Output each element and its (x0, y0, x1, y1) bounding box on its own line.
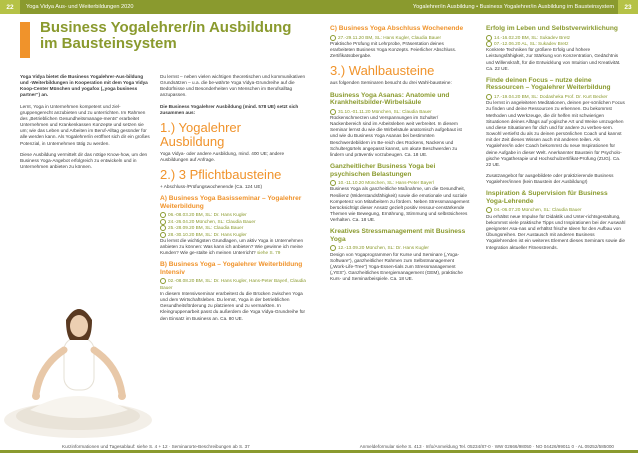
calendar-icon (486, 35, 492, 41)
module-heading: Business Yoga Asanas: Anatomie und Krankheitsbilder-Wirbelsäule (330, 91, 450, 107)
page-header (0, 0, 638, 14)
paragraph: Du erhältst neue Impulse für Didaktik und Unter-richtsgestaltung, bekommst viele praktische Tipps und Inspirationen bei der Auswahl geeigneter Asa-nas und erhältst frische Ideen für den Aufbau von Übungsreihen. Der Austausch mit anderen Business Yogalehrenden ist ein weiteres Element dieses Seminars sowie die Integration aktueller Fitnesstrends. (486, 213, 626, 250)
calendar-icon (330, 109, 336, 115)
paragraph (160, 238, 308, 256)
paragraph: Die Business Yogalehrer Ausbildung (mind. 578 UE) setzt sich zusammen aus: (160, 103, 299, 115)
module-heading: Finde deinen Focus – nutze deine Ressourcen – Yogalehrer Weiterbildung (486, 76, 611, 92)
footer-right-text: Anmeldeformular siehe S. 413 · Info/Anmeldung Tel. 05234/87-0 · WW 02666/98050 · NO 04426/99011 0 · AL 09252/585000 (359, 444, 614, 449)
column-3 (330, 20, 470, 288)
paragraph: Design von Yogaprogrammen für Kurse und Seminare („Yoga-Software“), ganzheitlicher Rahmen zum Selbstmanagement („Work-Life-Tree“) Yoga-Essen-tials zum Stressmanagement („YES“). Ganzheitliches Energiemanagement (GEM), praktische Kurs- und Seminarbeispiele. Ca. 18 UE. (330, 251, 463, 282)
module-heading: C) Business Yoga Abschluss Wochenende (330, 25, 464, 32)
page-footer (0, 442, 638, 453)
date-text: 02.-08.08.20 BM, SL: Dr. Hans Kugler, Hans-Peter Bayerl, Claudia Bauer (160, 278, 306, 290)
date-text: 28.-30.10.20 BM, SL: Dr. Hans Kugler (168, 231, 247, 237)
header-right-title: Yogalehrer/in Ausbildung • Business Yogalehrer/in Ausbildung im Bausteinsystem (412, 4, 614, 10)
paragraph: Yoga Vidya- oder andere Ausbildung, mind. 400 UE; andere Ausbildungen auf Anfrage. (160, 150, 285, 163)
column-4 (486, 20, 626, 256)
footer-left-text: Kurzinformationen und Tagesablauf: siehe S. 4 + 12 · Seminarorte-Beschreibungen ab S. 37 (62, 444, 250, 449)
page-number-right: 23 (618, 0, 638, 14)
date-text: 14.-16.02.20 BM, SL: Sukadev Bretz (494, 34, 571, 40)
paragraph: In diesem Intensivseminar erarbeitest du die Brücken zwischen Yoga und dem Wirtschaftsleben. Du lernst, Yoga in der betrieblichen Gesundheitsförderung zu platzieren und zu vermarkten. In Kleingruppenarbeit passt du außerdem die Yoga Vidya-Grundreihe für den Einsatz im Business an. Ca. 80 UE. (160, 290, 306, 321)
title-accent-bar (20, 22, 30, 58)
paragraph: Du lernst – neben vielen wichtigen theoretischen und kommunikativen Grundsätzen – u.a. die be-währte Yoga Vidya-Grundreihe auf die Bedürfnisse und Besonderheiten von Menschen im Berufsalltag anzupassen. (160, 74, 306, 98)
calendar-icon (486, 94, 492, 100)
paragraph: Lernt, Yoga in Unternehmen kompetent und ziel-gruppengerecht anzubieten und zu unterrichten. Im Rahmen des „Betrieblichen Gesundheitsmanage-ments“ erarbeitet Unternehmen und Krankenkassen Konzepte und setzen sie um; wie das Leben und Arbeiten im Beruf-Alltag gesünder für alle werden kann. Als Yogalehrer/in eröffnet sich dir ein großes Potenzial, in Unternehmen tätig zu werden. (20, 103, 150, 146)
column-1 (20, 74, 150, 175)
date-text: 31.10.-01.11.20 München, SL: Claudia Bauer (338, 108, 432, 114)
date-text: 25.-28.09.20 BM, SL: Claudia Bauer (168, 225, 244, 231)
paragraph: Business Yoga als ganzheitliche Maßnahme, um die Gesundheit, Resilienz (Widerstandsfähigkeit) sowie die emotionale und soziale Kompetenz von Mitarbeitern zu fördern. Neben Stressmanagement berücksichtigt dieser Ansatz gezielt positiv ressour-censtärkende Themen wie Bewegung, Ernährung, Stimmung und selbstsicheres Verhalten. Ca. 18 UE. (330, 186, 470, 223)
section-heading: 1.) Yogalehrer Ausbildung (160, 119, 241, 149)
page-number-left: 22 (0, 0, 20, 14)
date-text: 06.-08.03.20 BM, SL: Dr. Hans Kugler (168, 212, 247, 218)
calendar-icon (330, 245, 336, 251)
paragraph: Diese Ausbildung vermittelt dir das nötige Know-how, um den Business Yoga-Angebot erfolgreich zu entwickeln und in Unternehmen anbieten zu können. (20, 151, 148, 170)
paragraph: Konkrete Techniken für größere Erfolg und höhere Leistungsfähigkeit, zur Stärkung von Konzentration, Gedächtnis und Willenskraft, für die Entwicklung von Intuition und Kreativität. Ca. 22 UE. (486, 47, 621, 71)
calendar-icon (160, 225, 166, 231)
calendar-icon (330, 180, 336, 186)
calendar-icon (160, 232, 166, 238)
yoga-meditation-photo (0, 270, 160, 442)
calendar-icon (486, 207, 492, 213)
module-heading: Ganzheitlicher Business Yoga bei psychischen Belastungen (330, 163, 436, 178)
calendar-icon (486, 41, 492, 47)
paragraph: + Abschluss-/Prüfungswochenende (Ca. 124 UE) (160, 184, 263, 190)
calendar-icon (160, 278, 166, 284)
paragraph: aus folgenden Seminaren besucht du drei Wahl-bausteine: (330, 80, 452, 86)
date-text: 12.-13.09.20 München, SL: Dr. Hans Kugler (338, 245, 429, 251)
column-2 (160, 74, 308, 327)
section-heading: 3.) Wahlbausteine (330, 63, 435, 79)
header-left-title: Yoga Vidya Aus- und Weiterbildungen 2020 (26, 4, 134, 10)
date-line (160, 278, 308, 291)
module-text: Du lernst die wichtigsten Grundlagen, um aktiv Yoga in Unternehmen anbieten zu können: Was kann ich anbieten? Wie gewinne ich meine Kunden? Wie ge-stalte ich meinen Unterricht? (160, 237, 304, 256)
module-heading: B) Business Yoga – Yogalehrer Weiterbildung Intensiv (160, 261, 303, 276)
intro-text: Yoga Vidya bietet die Business Yogalehrer-Aus-bildung und -Weiterbildungen in Kooperation mit dem Yoga Vidya Koop-Center München und yogafox („yoga business partner“) an. (20, 74, 148, 98)
date-text: 17.-19.04.20 BM, SL: Dodasheka Prof. Dr. Kurt Becker (494, 94, 608, 100)
paragraph: Praktische Prüfung mit Lehrprobe, Präsentation deines erarbeiteten Business Yoga Konzepts. Feierlicher Abschluss. Zertifikatsübergabe. (330, 40, 457, 59)
module-heading: Erfolg im Leben und Selbstverwirklichung (486, 25, 618, 32)
paragraph: Zusatzangebot für ausgebildete oder praktizierende Business Yogalehrer/innen (kein Baustein der Ausbildung!) (486, 173, 614, 185)
module-heading: Inspiration & Supervision für Business Yoga-Lehrende (486, 190, 608, 205)
paragraph: Du lernst in angeleiteten Meditationen, deinen per-sönlichen Focus zu finden und deine Ressourcen zu erkennen. Du bekommst Methoden und Werkzeuge, die dir helfen mit schwierigen Situationen deines Alltags auf yogische Art und Weise umzugehen und diese Situationen für dich und für andere zu verbes-sern. Sowohl vertiefst du als zu deinen persönlichen Coach und kannst mit der Zeit dieses Wissen auch mit anderen teilen. Als Yogalehrer/in oder Coach bekommst du neue Inspirationen für deine Aufgabe in dieser Welt. Anerkannter Baustein für Psycholo-gische Yogatherapie und Hochschulzertifikat-Prüfung (ZUG). Ca. 22 UE. (486, 100, 625, 167)
date-text: 27.-29.11.20 BM, SL: Hans Kugler, Claudia Bauer (338, 34, 442, 40)
calendar-icon (160, 219, 166, 225)
calendar-icon (330, 35, 336, 41)
date-text: 04.-06.07.20 München, SL: Claudia Bauer (494, 207, 582, 213)
date-text: 07.-12.06.20 AL, SL: Sukadev Bretz (494, 41, 569, 47)
module-heading: Kreatives Stressmanagement mit Business Yoga (330, 228, 466, 243)
date-text: 24.-26.04.20 München, SL: Claudia Bauer (168, 219, 256, 225)
calendar-icon (160, 212, 166, 218)
module-heading: A) Business Yoga Basisseminar – Yogalehrer Weiterbildung (160, 195, 302, 210)
paragraph: Rückenschmerzen und Verspannungen im Schulter/ Nackenbereich sind im Arbeitsleben weit verbreitet. In diesem Seminar lernst du wie die Wirbelsäule anatomisch aufgebaut ist und wie du Business Yoga Asanas bei bestimmten Beschwerdebildern im Be-reich des Rückens, Nackens und Schultergürtels angepasst kannst, um akute Beschwerden zu lindern und präventiv vorzubeugen. Ca. 18 UE. (330, 114, 462, 157)
section-heading: 2.) 3 Pflichtbausteine (160, 167, 282, 183)
page-reference: siehe S. 79 (256, 250, 281, 256)
date-text: 10.-11.10.20 München, SL: Hans-Peter Bayerl (338, 180, 434, 186)
page-title: Business Yogalehrer/in Ausbildung im Bausteinsystem (40, 19, 292, 52)
